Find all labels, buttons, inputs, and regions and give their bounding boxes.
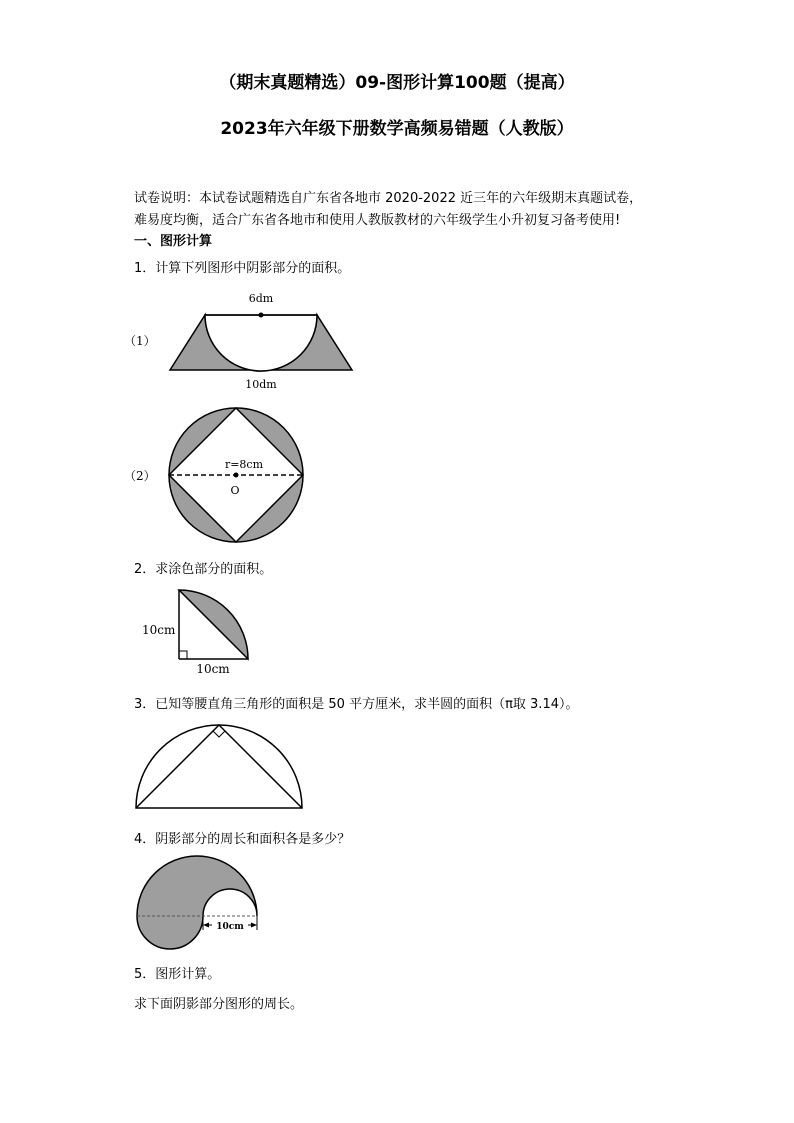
fig2-center-label: O: [230, 484, 240, 497]
dim-arrow-right: [251, 923, 257, 928]
figure-4-crescent-shape: [130, 852, 270, 952]
semicircle-center-dot: [259, 313, 264, 318]
figure-3-semicircle-triangle: [130, 718, 310, 814]
intro-line2: 难易度均衡，适合广东省各地市和使用人教版教材的六年级学生小升初复习备考使用!: [134, 213, 621, 228]
document-title-line1: （期末真题精选）09-图形计算100题（提高）: [219, 73, 575, 93]
center-dot: [234, 473, 239, 478]
question-4-text: 4．阴影部分的周长和面积各是多少？: [134, 832, 351, 847]
figure-1-2-circle-square: [120, 400, 320, 550]
shaded-shape: [137, 856, 257, 949]
dim-label: 10cm: [216, 922, 244, 932]
figure-2-quarter-circle: [130, 582, 260, 677]
fig1-bottom-length: 10dm: [245, 378, 277, 390]
figure-1-1-trapezoid: [120, 285, 380, 390]
fig2-label: （2）: [124, 469, 156, 483]
left-side-label: 10cm: [142, 623, 176, 637]
dim-arrow-left: [203, 923, 209, 928]
right-angle-mark: [179, 651, 187, 659]
question-2-text: 2．求涂色部分的面积。: [134, 562, 273, 577]
question-5-subtext: 求下面阴影部分图形的周长。: [134, 997, 304, 1012]
question-5-text: 5．图形计算。: [134, 967, 221, 982]
question-3-text: 3．已知等腰直角三角形的面积是 50 平方厘米，求半圆的面积（π取 3.14）。: [134, 697, 579, 712]
intro-line1: 试卷说明：本试卷试题精选自广东省各地市 2020-2022 近三年的六年级期末真题试卷，: [134, 191, 643, 206]
bottom-side-label: 10cm: [196, 662, 230, 676]
fig2-radius-label: r=8cm: [224, 458, 264, 471]
section-heading: 一、图形计算: [134, 234, 213, 249]
fig1-label: （1）: [124, 334, 156, 348]
question-1-text: 1．计算下列图形中阴影部分的面积。: [134, 261, 351, 276]
fig1-top-length: 6dm: [248, 292, 274, 305]
document-title-line2: 2023年六年级下册数学高频易错题（人教版）: [220, 119, 574, 139]
shaded-segment: [179, 590, 248, 659]
